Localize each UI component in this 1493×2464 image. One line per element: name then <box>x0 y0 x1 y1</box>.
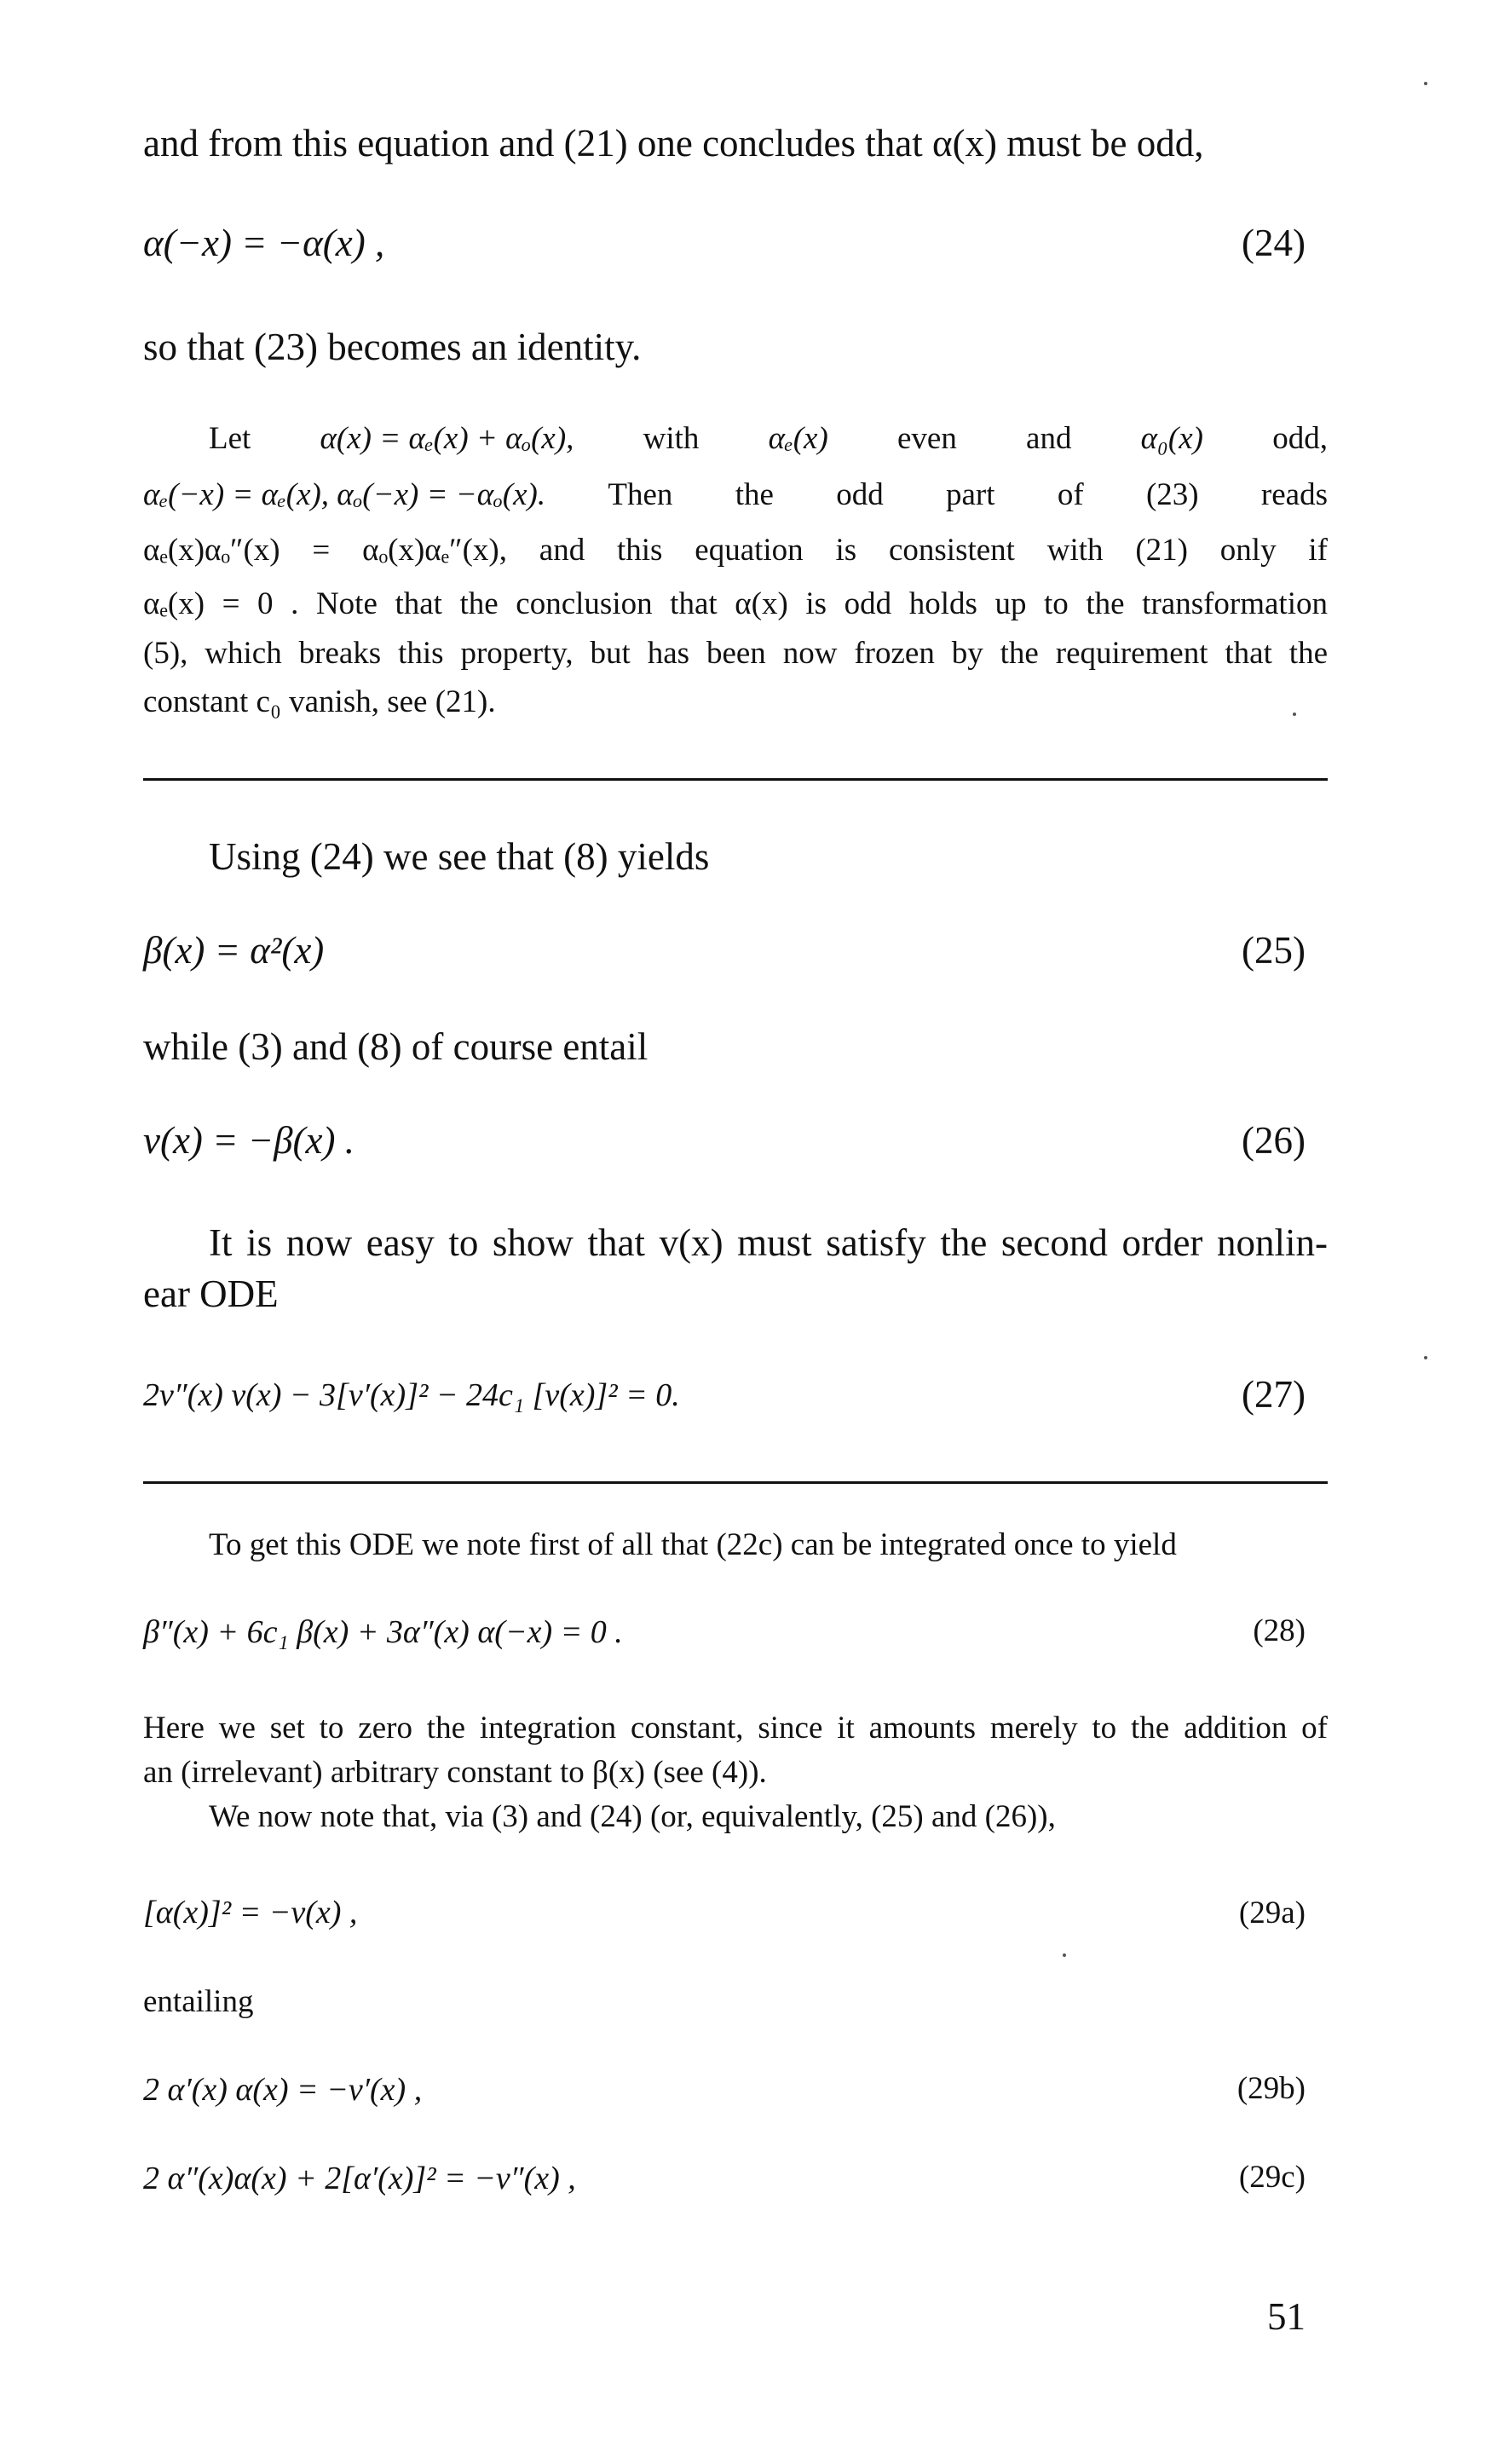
paragraph-now-easy-line-2: ear ODE <box>143 1272 279 1315</box>
equation-25: β(x) = α²(x) <box>143 929 325 972</box>
note-word: of <box>1057 477 1084 512</box>
paragraph-using-24: Using (24) we see that (8) yields <box>209 835 710 878</box>
word-entailing: entailing <box>143 1984 254 2019</box>
equation-29a: [α(x)]² = −v(x) , <box>143 1895 358 1930</box>
paragraph-we-now-note: We now note that, via (3) and (24) (or, equivalently, (25) and (26)), <box>209 1799 1056 1834</box>
paragraph-intro-odd: and from this equation and (21) one concludes that α(x) must be odd, <box>143 122 1204 164</box>
equation-number-29a: (29a) <box>1238 1896 1306 1930</box>
paragraph-now-easy-line-1: It is now easy to show that v(x) must satisfy the second order nonlin- <box>209 1221 1328 1264</box>
paragraph-identity: so that (23) becomes an identity. <box>143 326 642 368</box>
note-word: odd <box>836 477 884 512</box>
note-line-4: αₑ(x) = 0 . Note that the conclusion that α(x) is odd holds up to the transformation <box>143 586 1328 621</box>
note-word: odd, <box>1272 421 1328 456</box>
note-line-6: constant c₀ vanish, see (21). <box>143 684 496 719</box>
note-line-5: (5), which breaks this property, but has been now frozen by the requirement that the <box>143 636 1328 671</box>
note-word: reads <box>1260 477 1328 512</box>
equation-24: α(−x) = −α(x) , <box>143 222 385 264</box>
note-word: and <box>1026 421 1072 456</box>
scan-speck <box>1293 713 1296 716</box>
note-math: αₑ(−x) = αₑ(x), αₒ(−x) = −αₒ(x). <box>143 477 546 512</box>
note-line-1 <box>209 417 1328 461</box>
horizontal-rule <box>143 1481 1328 1484</box>
note-word: part <box>946 477 995 512</box>
note-word: with <box>643 421 700 456</box>
horizontal-rule <box>143 778 1328 781</box>
equation-29c: 2 α″(x)α(x) + 2[α′(x)]² = −v″(x) , <box>143 2161 576 2196</box>
equation-number-26: (26) <box>1242 1119 1306 1162</box>
paragraph-integration-constant-line-1: Here we set to zero the integration constant, since it amounts merely to the addition of <box>143 1711 1328 1746</box>
note-math: α(x) = αₑ(x) + αₒ(x), <box>320 421 574 456</box>
scan-speck <box>1063 1953 1066 1957</box>
equation-number-27: (27) <box>1242 1373 1306 1416</box>
scan-speck <box>1424 1356 1427 1359</box>
note-math: αₑ(x) <box>768 421 828 456</box>
note-word: Then <box>608 477 673 512</box>
note-line-2 <box>143 473 1328 517</box>
equation-27: 2v″(x) v(x) − 3[v′(x)]² − 24c₁ [v(x)]² = 0. <box>143 1377 680 1413</box>
scan-speck <box>1424 82 1427 85</box>
note-word: the <box>735 477 774 512</box>
paragraph-integration-constant-line-2: an (irrelevant) arbitrary constant to β(x) (see (4)). <box>143 1755 767 1790</box>
equation-29b: 2 α′(x) α(x) = −v′(x) , <box>143 2072 423 2108</box>
paragraph-while: while (3) and (8) of course entail <box>143 1025 649 1068</box>
page-number: 51 <box>1267 2295 1306 2338</box>
equation-number-28: (28) <box>1253 1613 1306 1648</box>
equation-number-25: (25) <box>1242 929 1306 972</box>
equation-28: β″(x) + 6c₁ β(x) + 3α″(x) α(−x) = 0 . <box>143 1614 623 1650</box>
note-word: (23) <box>1145 477 1199 512</box>
paragraph-to-get-ode: To get this ODE we note first of all that (22c) can be integrated once to yield <box>209 1527 1177 1562</box>
note-math: α₀(x) <box>1140 421 1203 456</box>
equation-number-29c: (29c) <box>1238 2160 1306 2195</box>
equation-number-24: (24) <box>1242 222 1306 264</box>
note-word: even <box>896 421 957 456</box>
equation-number-29b: (29b) <box>1236 2071 1306 2106</box>
note-word: Let <box>209 421 251 456</box>
note-line-3: αₑ(x)αₒ″(x) = αₒ(x)αₑ″(x), and this equation is consistent with (21) only if <box>143 533 1328 568</box>
equation-26: v(x) = −β(x) . <box>143 1119 355 1162</box>
